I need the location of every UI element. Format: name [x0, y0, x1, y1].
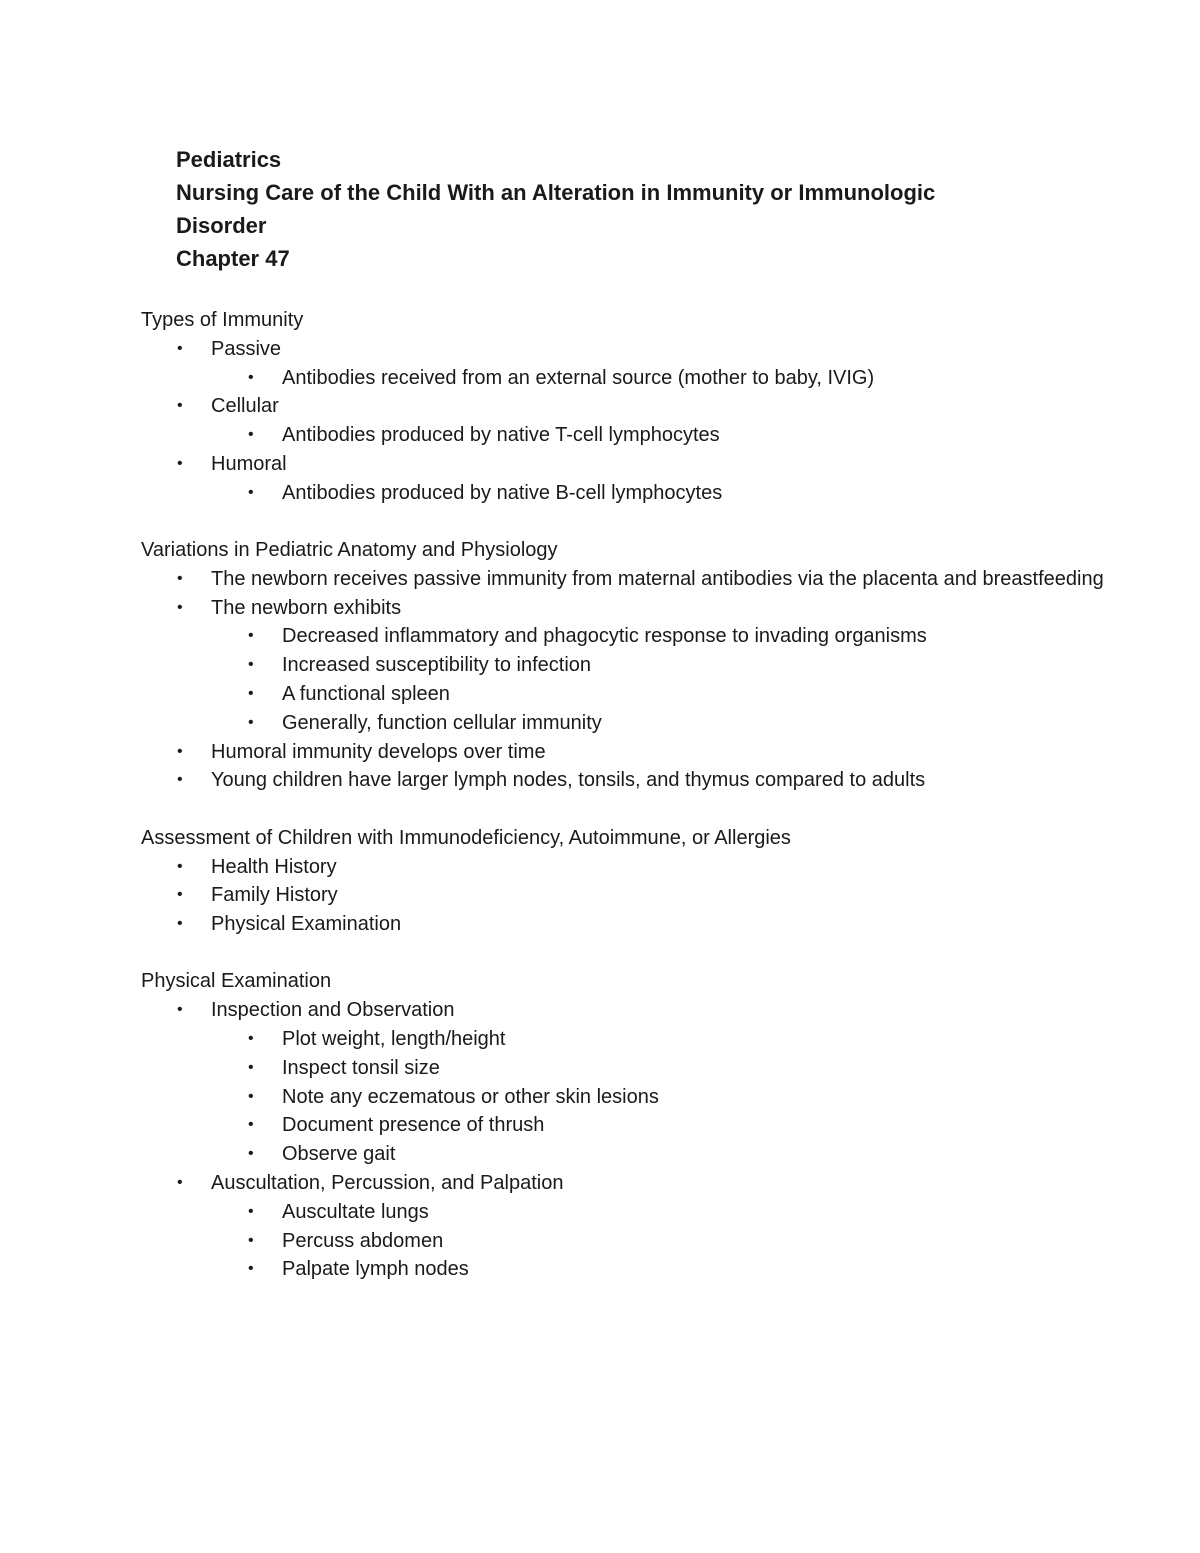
sub-list-item-text: A functional spleen — [282, 683, 450, 706]
sub-list-item — [141, 1198, 1121, 1227]
bullet-icon: • — [248, 368, 254, 386]
sub-list-item — [141, 1025, 1121, 1054]
bullet-icon: • — [248, 1030, 254, 1048]
sub-list-item-text: Generally, function cellular immunity — [282, 711, 602, 734]
section — [141, 536, 1121, 795]
sub-bullet-list — [211, 1198, 1121, 1284]
list-item-text: Young children have larger lymph nodes, tonsils, and thymus compared to adults — [211, 769, 926, 792]
section-heading: Variations in Pediatric Anatomy and Physiology — [141, 539, 558, 562]
bullet-icon: • — [248, 627, 254, 645]
sub-list-item-text: Increased susceptibility to infection — [282, 654, 592, 677]
sub-bullet-list — [211, 622, 1121, 737]
sub-list-item-text: Inspect tonsil size — [282, 1056, 440, 1079]
list-item — [141, 450, 1121, 508]
sub-list-item-text: Note any eczematous or other skin lesions — [282, 1085, 659, 1108]
bullet-list — [141, 565, 1121, 795]
document-title-block — [176, 143, 1076, 275]
sub-list-item — [141, 1140, 1121, 1169]
sub-list-item-text: Document presence of thrush — [282, 1114, 545, 1137]
list-item-text: Inspection and Observation — [211, 999, 455, 1022]
sub-bullet-list — [211, 1025, 1121, 1169]
bullet-icon: • — [248, 1260, 254, 1278]
list-item-text: The newborn receives passive immunity from maternal antibodies via the placenta and breastfeeding — [211, 567, 1104, 590]
bullet-icon: • — [177, 886, 183, 904]
bullet-icon: • — [177, 339, 183, 357]
section-heading: Physical Examination — [141, 970, 332, 993]
sub-list-item-text: Antibodies produced by native B-cell lymphocytes — [282, 481, 723, 504]
sub-list-item — [141, 1111, 1121, 1140]
sub-list-item-text: Palpate lymph nodes — [282, 1258, 469, 1281]
bullet-icon: • — [177, 771, 183, 789]
bullet-icon: • — [248, 1145, 254, 1163]
list-item — [141, 996, 1121, 1169]
bullet-icon: • — [248, 426, 254, 444]
bullet-icon: • — [177, 454, 183, 472]
chapter-number: Chapter 47 — [176, 246, 290, 271]
course-title: Pediatrics — [176, 147, 282, 172]
list-item-text: Health History — [211, 855, 337, 878]
section-heading: Types of Immunity — [141, 309, 304, 331]
sub-list-item-text: Observe gait — [282, 1143, 396, 1166]
chapter-title-line-2: Disorder — [176, 213, 267, 238]
section-heading: Assessment of Children with Immunodeficiency, Autoimmune, or Allergies — [141, 826, 791, 849]
sub-list-item — [141, 1255, 1121, 1284]
sub-list-item — [141, 622, 1121, 651]
bullet-icon: • — [248, 1116, 254, 1134]
bullet-list — [141, 996, 1121, 1284]
bullet-icon: • — [177, 742, 183, 760]
sub-list-item — [141, 1054, 1121, 1083]
list-item — [141, 766, 1121, 795]
bullet-icon: • — [248, 713, 254, 731]
list-item — [141, 594, 1121, 738]
sub-list-item — [141, 709, 1121, 738]
list-item — [141, 392, 1121, 450]
bullet-icon: • — [248, 483, 254, 501]
sub-list-item — [141, 680, 1121, 709]
bullet-icon: • — [177, 598, 183, 616]
bullet-icon: • — [248, 1231, 254, 1249]
sub-list-item-text: Antibodies received from an external source (mother to baby, IVIG) — [282, 366, 875, 389]
sub-bullet-list — [211, 364, 1121, 393]
document-body — [141, 306, 1121, 1313]
sub-list-item — [141, 1083, 1121, 1112]
bullet-icon: • — [248, 1202, 254, 1220]
section — [141, 824, 1121, 939]
bullet-icon: • — [177, 397, 183, 415]
list-item-text: Humoral immunity develops over time — [211, 740, 546, 763]
chapter-title-line-1: Nursing Care of the Child With an Alteration in Immunity or Immunologic — [176, 180, 936, 205]
sub-list-item — [141, 364, 1121, 393]
list-item-text: Family History — [211, 884, 338, 907]
bullet-icon: • — [177, 569, 183, 587]
sub-bullet-list — [211, 421, 1121, 450]
sub-list-item-text: Plot weight, length/height — [282, 1028, 506, 1051]
bullet-icon: • — [248, 685, 254, 703]
list-item-text: Passive — [211, 337, 282, 360]
list-item — [141, 565, 1121, 594]
sub-bullet-list — [211, 479, 1121, 508]
bullet-icon: • — [177, 915, 183, 933]
sub-list-item-text: Decreased inflammatory and phagocytic response to invading organisms — [282, 625, 927, 648]
list-item-text: Cellular — [211, 395, 279, 418]
bullet-icon: • — [248, 1058, 254, 1076]
list-item — [141, 738, 1121, 767]
sub-list-item-text: Auscultate lungs — [282, 1200, 429, 1223]
sub-list-item — [141, 479, 1121, 508]
sub-list-item — [141, 651, 1121, 680]
list-item — [141, 335, 1121, 393]
sub-list-item-text: Antibodies produced by native T-cell lymphocytes — [282, 424, 720, 447]
section — [141, 306, 1121, 508]
list-item — [141, 910, 1121, 939]
bullet-icon: • — [248, 1087, 254, 1105]
bullet-icon: • — [248, 656, 254, 674]
list-item — [141, 881, 1121, 910]
sub-list-item — [141, 421, 1121, 450]
list-item — [141, 853, 1121, 882]
list-item-text: Humoral — [211, 452, 287, 475]
section — [141, 967, 1121, 1284]
list-item-text: The newborn exhibits — [211, 596, 402, 619]
list-item — [141, 1169, 1121, 1284]
sub-list-item-text: Percuss abdomen — [282, 1229, 444, 1252]
bullet-icon: • — [177, 1001, 183, 1019]
bullet-list — [141, 853, 1121, 939]
bullet-list — [141, 335, 1121, 508]
bullet-icon: • — [177, 857, 183, 875]
list-item-text: Physical Examination — [211, 913, 402, 936]
sub-list-item — [141, 1227, 1121, 1256]
list-item-text: Auscultation, Percussion, and Palpation — [211, 1172, 564, 1195]
bullet-icon: • — [177, 1174, 183, 1192]
